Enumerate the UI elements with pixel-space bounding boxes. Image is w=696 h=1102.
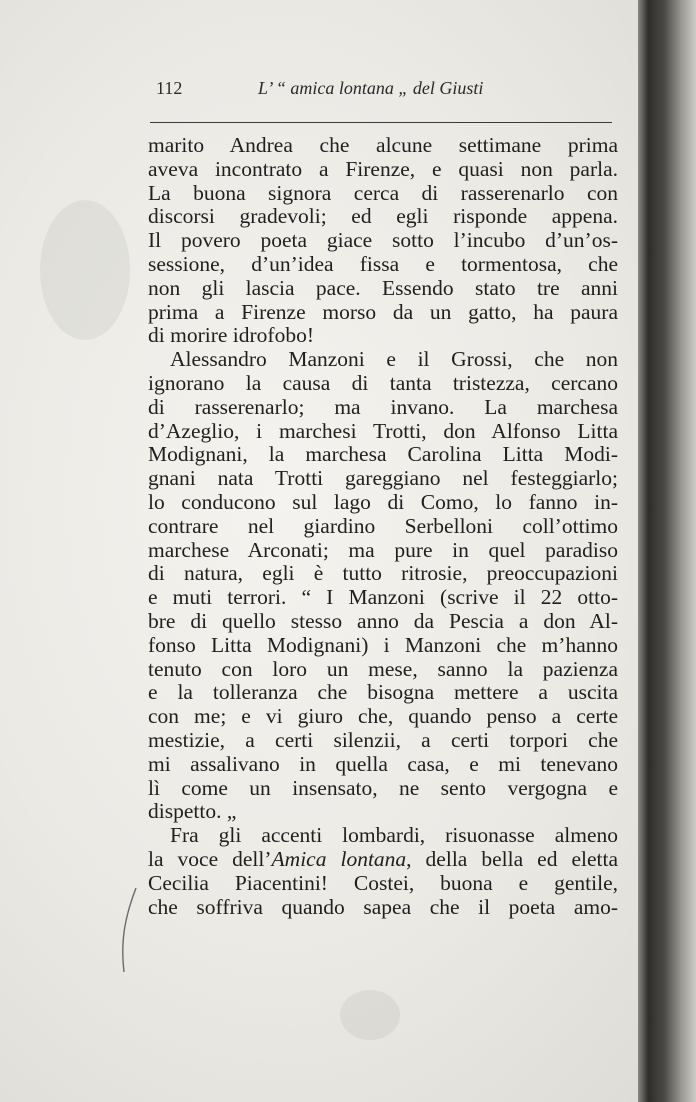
text-line: Cecilia Piacentini! Costei, buona e gentile, — [148, 870, 618, 895]
body-text — [148, 134, 618, 919]
text-line: marchese Arconati; ma pure in quel paradiso — [148, 537, 618, 562]
header-rule — [150, 122, 612, 123]
pencil-margin-mark — [112, 884, 142, 976]
text-line: d’Azeglio, i marchesi Trotti, don Alfonso Litta — [148, 418, 618, 443]
text-line: e la tolleranza che bisogna mettere a uscita — [148, 680, 618, 705]
book-binding — [638, 0, 696, 1102]
text-line: Alessandro Manzoni e il Grossi, che non — [170, 347, 618, 372]
text-segment: la voce dell’ — [148, 846, 272, 871]
text-line: di natura, egli è tutto ritrosie, preoccupazioni — [148, 561, 618, 586]
text-line: fonso Litta Modignani) i Manzoni che m’hanno — [148, 632, 618, 657]
running-title: L’ “ amica lontana „ del Giusti — [258, 78, 484, 98]
text-line: Il povero poeta giace sotto l’incubo d’un’os- — [148, 228, 618, 253]
text-line: di rasserenarlo; ma invano. La marchesa — [148, 394, 618, 419]
text-line: aveva incontrato a Firenze, e quasi non parla. — [148, 156, 618, 181]
text-line: non gli lascia pace. Essendo stato tre anni — [148, 275, 618, 300]
text-line: mi assalivano in quella casa, e mi tenevano — [148, 751, 618, 776]
text-line: discorsi gradevoli; ed egli risponde appena. — [148, 204, 618, 229]
text-line: La buona signora cerca di rasserenarlo con — [148, 180, 618, 205]
text-line: tenuto con loro un mese, sanno la pazienza — [148, 656, 618, 681]
text-line: che soffriva quando sapea che il poeta amo- — [148, 894, 618, 919]
text-line: e muti terrori. “ I Manzoni (scrive il 22 otto- — [148, 585, 618, 610]
paper-stain — [340, 990, 400, 1040]
text-line: bre di quello stesso anno da Pescia a don Al- — [148, 608, 618, 633]
text-line: contrare nel giardino Serbelloni coll’ottimo — [148, 513, 618, 538]
text-line: dispetto. „ — [148, 799, 237, 824]
text-line: Modignani, la marchesa Carolina Litta Modi- — [148, 442, 618, 467]
text-segment: , della bella ed eletta — [406, 846, 618, 871]
text-line: sessione, d’un’idea fissa e tormentosa, che — [148, 251, 618, 276]
text-line-with-italic — [148, 848, 618, 872]
text-line: prima a Firenze morso da un gatto, ha paura — [148, 299, 618, 324]
page-number: 112 — [156, 78, 183, 98]
text-line: gnani nata Trotti gareggiano nel festeggiarlo; — [148, 466, 618, 491]
text-line: lo conducono sul lago di Como, lo fanno in- — [148, 489, 618, 514]
running-header — [150, 76, 610, 106]
text-line: con me; e vi giuro che, quando penso a certe — [148, 704, 618, 729]
text-line: Fra gli accenti lombardi, risuonasse almeno — [170, 823, 618, 848]
text-line: lì come un insensato, ne sento vergogna e — [148, 775, 618, 800]
paper-stain — [40, 200, 130, 340]
text-line: marito Andrea che alcune settimane prima — [148, 133, 618, 157]
text-line: ignorano la causa di tanta tristezza, cercano — [148, 370, 618, 395]
text-line: di morire idrofobo! — [148, 323, 314, 348]
italic-phrase: Amica lontana — [271, 846, 407, 871]
text-line: mestizie, a certi silenzii, a certi torpori che — [148, 727, 618, 752]
